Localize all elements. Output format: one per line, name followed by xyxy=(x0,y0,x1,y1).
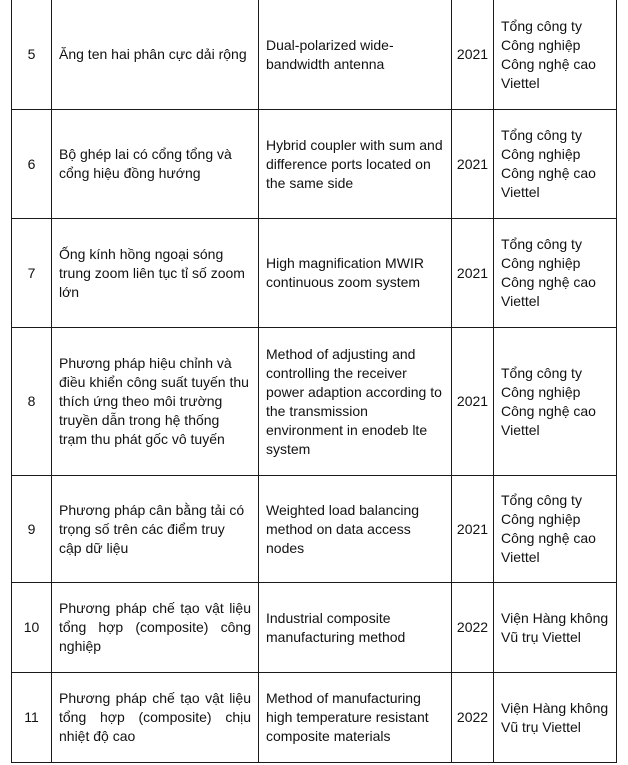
table-row xyxy=(12,328,617,476)
patent-table xyxy=(11,0,617,763)
table-row xyxy=(12,0,617,110)
table-row xyxy=(12,110,617,219)
organization: Tổng công ty Công nghiệp Công nghệ cao Viettel xyxy=(494,328,617,476)
organization: Tổng công ty Công nghiệp Công nghệ cao Viettel xyxy=(494,219,617,328)
organization: Viện Hàng không Vũ trụ Viettel xyxy=(494,673,617,763)
year: 2021 xyxy=(452,0,494,110)
row-number: 10 xyxy=(12,583,52,673)
row-number: 9 xyxy=(12,476,52,583)
name-vietnamese: Phương pháp cân bằng tải có trọng số trên các điểm truy cập dữ liệu xyxy=(52,476,259,583)
name-vietnamese: Phương pháp chế tạo vật liệu tổng hợp (composite) công nghiệp xyxy=(52,583,259,673)
year: 2021 xyxy=(452,110,494,219)
table-row xyxy=(12,673,617,763)
organization: Tổng công ty Công nghiệp Công nghệ cao Viettel xyxy=(494,476,617,583)
name-vietnamese: Phương pháp hiệu chỉnh và điều khiển công suất tuyến thu thích ứng theo môi trường truyền dẫn trong hệ thống trạm thu phát gốc vô tuyến xyxy=(52,328,259,476)
row-number: 8 xyxy=(12,328,52,476)
year: 2022 xyxy=(452,673,494,763)
name-vietnamese: Ống kính hồng ngoại sóng trung zoom liên tục tỉ số zoom lớn xyxy=(52,219,259,328)
year: 2021 xyxy=(452,476,494,583)
year: 2022 xyxy=(452,583,494,673)
row-number: 7 xyxy=(12,219,52,328)
name-english: Method of adjusting and controlling the receiver power adaption according to the transmission environment in enodeb lte system xyxy=(259,328,452,476)
row-number: 6 xyxy=(12,110,52,219)
year: 2021 xyxy=(452,328,494,476)
table-row xyxy=(12,583,617,673)
table-row xyxy=(12,476,617,583)
organization: Tổng công ty Công nghiệp Công nghệ cao Viettel xyxy=(494,0,617,110)
row-number: 5 xyxy=(12,0,52,110)
name-english: Industrial composite manufacturing method xyxy=(259,583,452,673)
name-vietnamese: Phương pháp chế tạo vật liệu tổng hợp (composite) chịu nhiệt độ cao xyxy=(52,673,259,763)
name-english: Dual-polarized wide-bandwidth antenna xyxy=(259,0,452,110)
year: 2021 xyxy=(452,219,494,328)
name-vietnamese: Bộ ghép lai có cổng tổng và cổng hiệu đồng hướng xyxy=(52,110,259,219)
name-english: High magnification MWIR continuous zoom system xyxy=(259,219,452,328)
name-vietnamese: Ăng ten hai phân cực dải rộng xyxy=(52,0,259,110)
name-english: Method of manufacturing high temperature resistant composite materials xyxy=(259,673,452,763)
table-row xyxy=(12,219,617,328)
organization: Tổng công ty Công nghiệp Công nghệ cao Viettel xyxy=(494,110,617,219)
organization: Viện Hàng không Vũ trụ Viettel xyxy=(494,583,617,673)
name-english: Hybrid coupler with sum and difference ports located on the same side xyxy=(259,110,452,219)
row-number: 11 xyxy=(12,673,52,763)
name-english: Weighted load balancing method on data access nodes xyxy=(259,476,452,583)
